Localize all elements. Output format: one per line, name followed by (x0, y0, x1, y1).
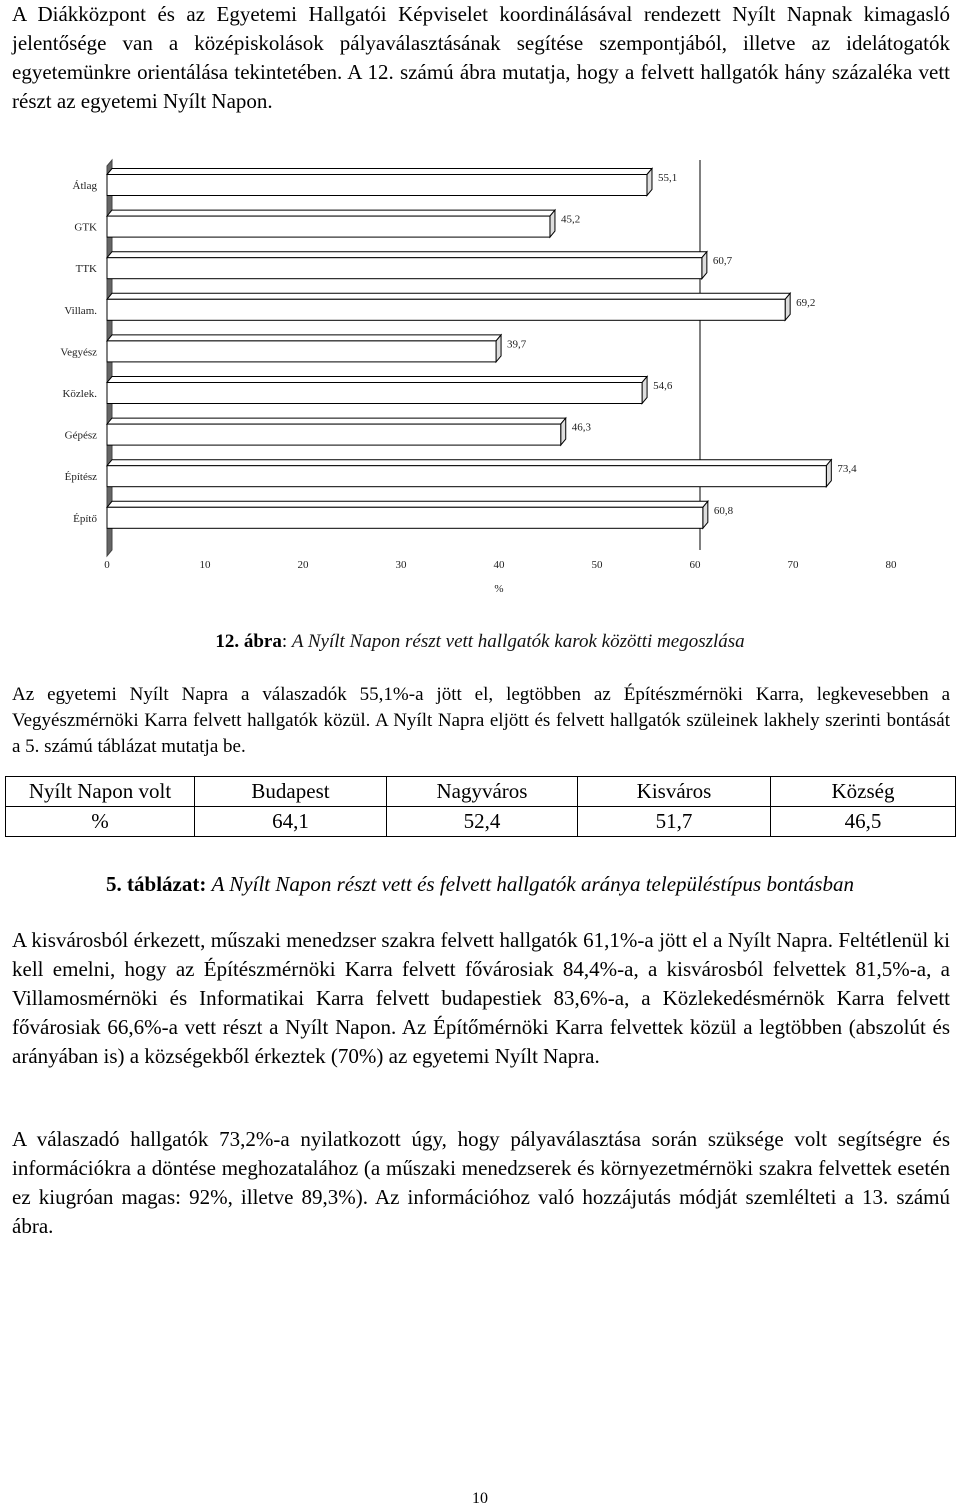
chart-category-label: Építész (64, 471, 97, 484)
chart-x-axis-label: % (494, 583, 504, 595)
chart-bar-top (107, 418, 566, 424)
bar-chart (0, 150, 960, 610)
chart-bar-top (107, 501, 708, 507)
page-number: 10 (472, 1490, 488, 1507)
chart-tick-label: 60 (689, 559, 701, 571)
chart-value-label: 60,7 (712, 255, 733, 268)
chart-category-labels (60, 180, 97, 525)
chart-bar-front (107, 466, 826, 487)
chart-value-label: 55,1 (657, 172, 678, 184)
chart-bar (107, 377, 647, 404)
intro-paragraph: A Diákközpont és az Egyetemi Hallgatói Képviselet koordinálásával rendezett Nyílt Napnak kimagasló jelentősége van a középiskolások pályaválasztásának segítése szempontjából, illetve az idelátogatók egyetemünkre orientálása tekintetében. A 12. számú ábra mutatja, hogy a felvett hallgatók hány százaléka vett részt az egyetemi Nyílt Napon. (12, 2, 950, 113)
chart-bar-front (107, 383, 642, 404)
chart-tick-label: 0 (104, 559, 110, 571)
chart-bar (107, 460, 831, 487)
chart-category-label: Átlag (72, 180, 97, 192)
chart-bar-top (107, 335, 501, 341)
chart-bar-front (107, 175, 647, 196)
chart-bar-front (107, 424, 561, 445)
table-header-cell: Kisváros (578, 777, 771, 807)
chart-bars (107, 169, 831, 529)
chart-category-label: Villam. (64, 304, 97, 317)
chart-category-label: Gépész (64, 429, 97, 442)
table-header-cell: Nyílt Napon volt (6, 777, 195, 807)
table-cell: 52,4 (387, 807, 578, 837)
table-header-row (6, 777, 956, 807)
table-cell: 46,5 (771, 807, 956, 837)
chart-value-label: 73,4 (837, 463, 857, 476)
chart-tick-label: 80 (885, 559, 897, 571)
chart-bar-front (107, 507, 703, 528)
table-cell: % (6, 807, 195, 837)
table-row (6, 807, 956, 837)
chart-bar (107, 335, 501, 362)
table-cell: 51,7 (578, 807, 771, 837)
after-table-paragraph: A kisvárosból érkezett, műszaki menedzser szakra felvett hallgatók 61,1%-a jött el a Nyílt Napra. Feltétlenül ki kell emelni, hogy az Építészmérnöki Karra felvett fővárosiak 84,4%-a, a kisvárosból felvettek 81,5%-a, a Villamosmérnöki és Informatikai Karra felvett budapestiek 83,6%-a, a Közlekedésmérnök Karra felvett fővárosiak 66,6%-a vett részt a Nyílt Napon. Az Építőmérnöki Karra felvettek közül a legtöbben (abszolút és arányában is) a községekből érkeztek (70%) az egyetemi Nyílt Napra. (12, 928, 950, 1068)
table-cell: 64,1 (195, 807, 387, 837)
chart-bar-top (107, 293, 790, 299)
chart-category-label: GTK (74, 221, 97, 234)
table-caption (0, 870, 960, 898)
chart-category-label: Közlek. (62, 388, 97, 400)
figure-caption-text: A Nyílt Napon részt vett hallgatók karok közötti megoszlása (291, 631, 745, 652)
chart-tick-label: 30 (395, 559, 407, 571)
chart-bar-front (107, 341, 496, 362)
settlement-table (5, 776, 956, 837)
figure-caption (0, 630, 960, 654)
chart-bar-top (107, 252, 707, 258)
chart-value-label: 54,6 (653, 380, 673, 392)
chart-value-label: 46,3 (571, 421, 591, 434)
after-chart-paragraph: Az egyetemi Nyílt Napra a válaszadók 55,1%-a jött el, legtöbben az Építészmérnöki Karra, legkevesebben a Vegyészmérnöki Karra felvett hallgatók közül. A Nyílt Napra eljött és felvett hallgatók szüleinek lakhely szerinti bontását a 5. számú táblázat mutatja be. (12, 684, 950, 757)
figure-caption-number: 12. ábra (215, 631, 282, 652)
chart-bar-top (107, 377, 647, 383)
chart-bar (107, 418, 566, 445)
chart-value-label: 45,2 (560, 213, 581, 226)
table-caption-number: 5. táblázat: (106, 872, 207, 896)
chart-bar-front (107, 216, 550, 237)
table-header-cell: Budapest (195, 777, 387, 807)
chart-value-label: 69,2 (796, 296, 816, 309)
figure-caption-separator: : (281, 631, 292, 652)
chart-value-label: 60,8 (713, 504, 734, 517)
chart-bar (107, 210, 555, 237)
table-header-cell: Nagyváros (387, 777, 578, 807)
chart-category-label: Vegyész (60, 346, 97, 359)
chart-bar-front (107, 258, 702, 279)
table-header-cell: Község (771, 777, 956, 807)
closing-paragraph: A válaszadó hallgatók 73,2%-a nyilatkozott úgy, hogy pályaválasztása során szüksége volt segítségre és információkra a döntése meghozatalához (a műszaki menedzserek és környezetmérnöki szakra felvettek esetén ez kiugróan magas: 92%, illetve 89,3%). Az információhoz való hozzájutás módját szemlélteti a 13. számú ábra. (12, 1127, 950, 1238)
chart-bar (107, 252, 707, 279)
chart-tick-label: 20 (297, 559, 309, 571)
chart-bar (107, 169, 652, 196)
chart-tick-label: 40 (493, 559, 505, 571)
chart-bar (107, 501, 708, 528)
chart-tick-label: 50 (591, 559, 603, 571)
chart-bar-top (107, 169, 652, 175)
chart-bar-top (107, 460, 831, 466)
chart-bar (107, 293, 790, 320)
chart-category-label: Építő (73, 512, 97, 525)
chart-tick-label: 70 (787, 559, 799, 571)
chart-x-tick-labels (104, 559, 897, 571)
table-caption-text: A Nyílt Napon részt vett és felvett hallgatók aránya településtípus bontásban (211, 872, 854, 896)
chart-tick-label: 10 (199, 559, 211, 571)
chart-value-label: 39,7 (507, 338, 527, 351)
chart-category-label: TTK (75, 263, 97, 276)
chart-bar-front (107, 299, 785, 320)
chart-bar-top (107, 210, 555, 216)
